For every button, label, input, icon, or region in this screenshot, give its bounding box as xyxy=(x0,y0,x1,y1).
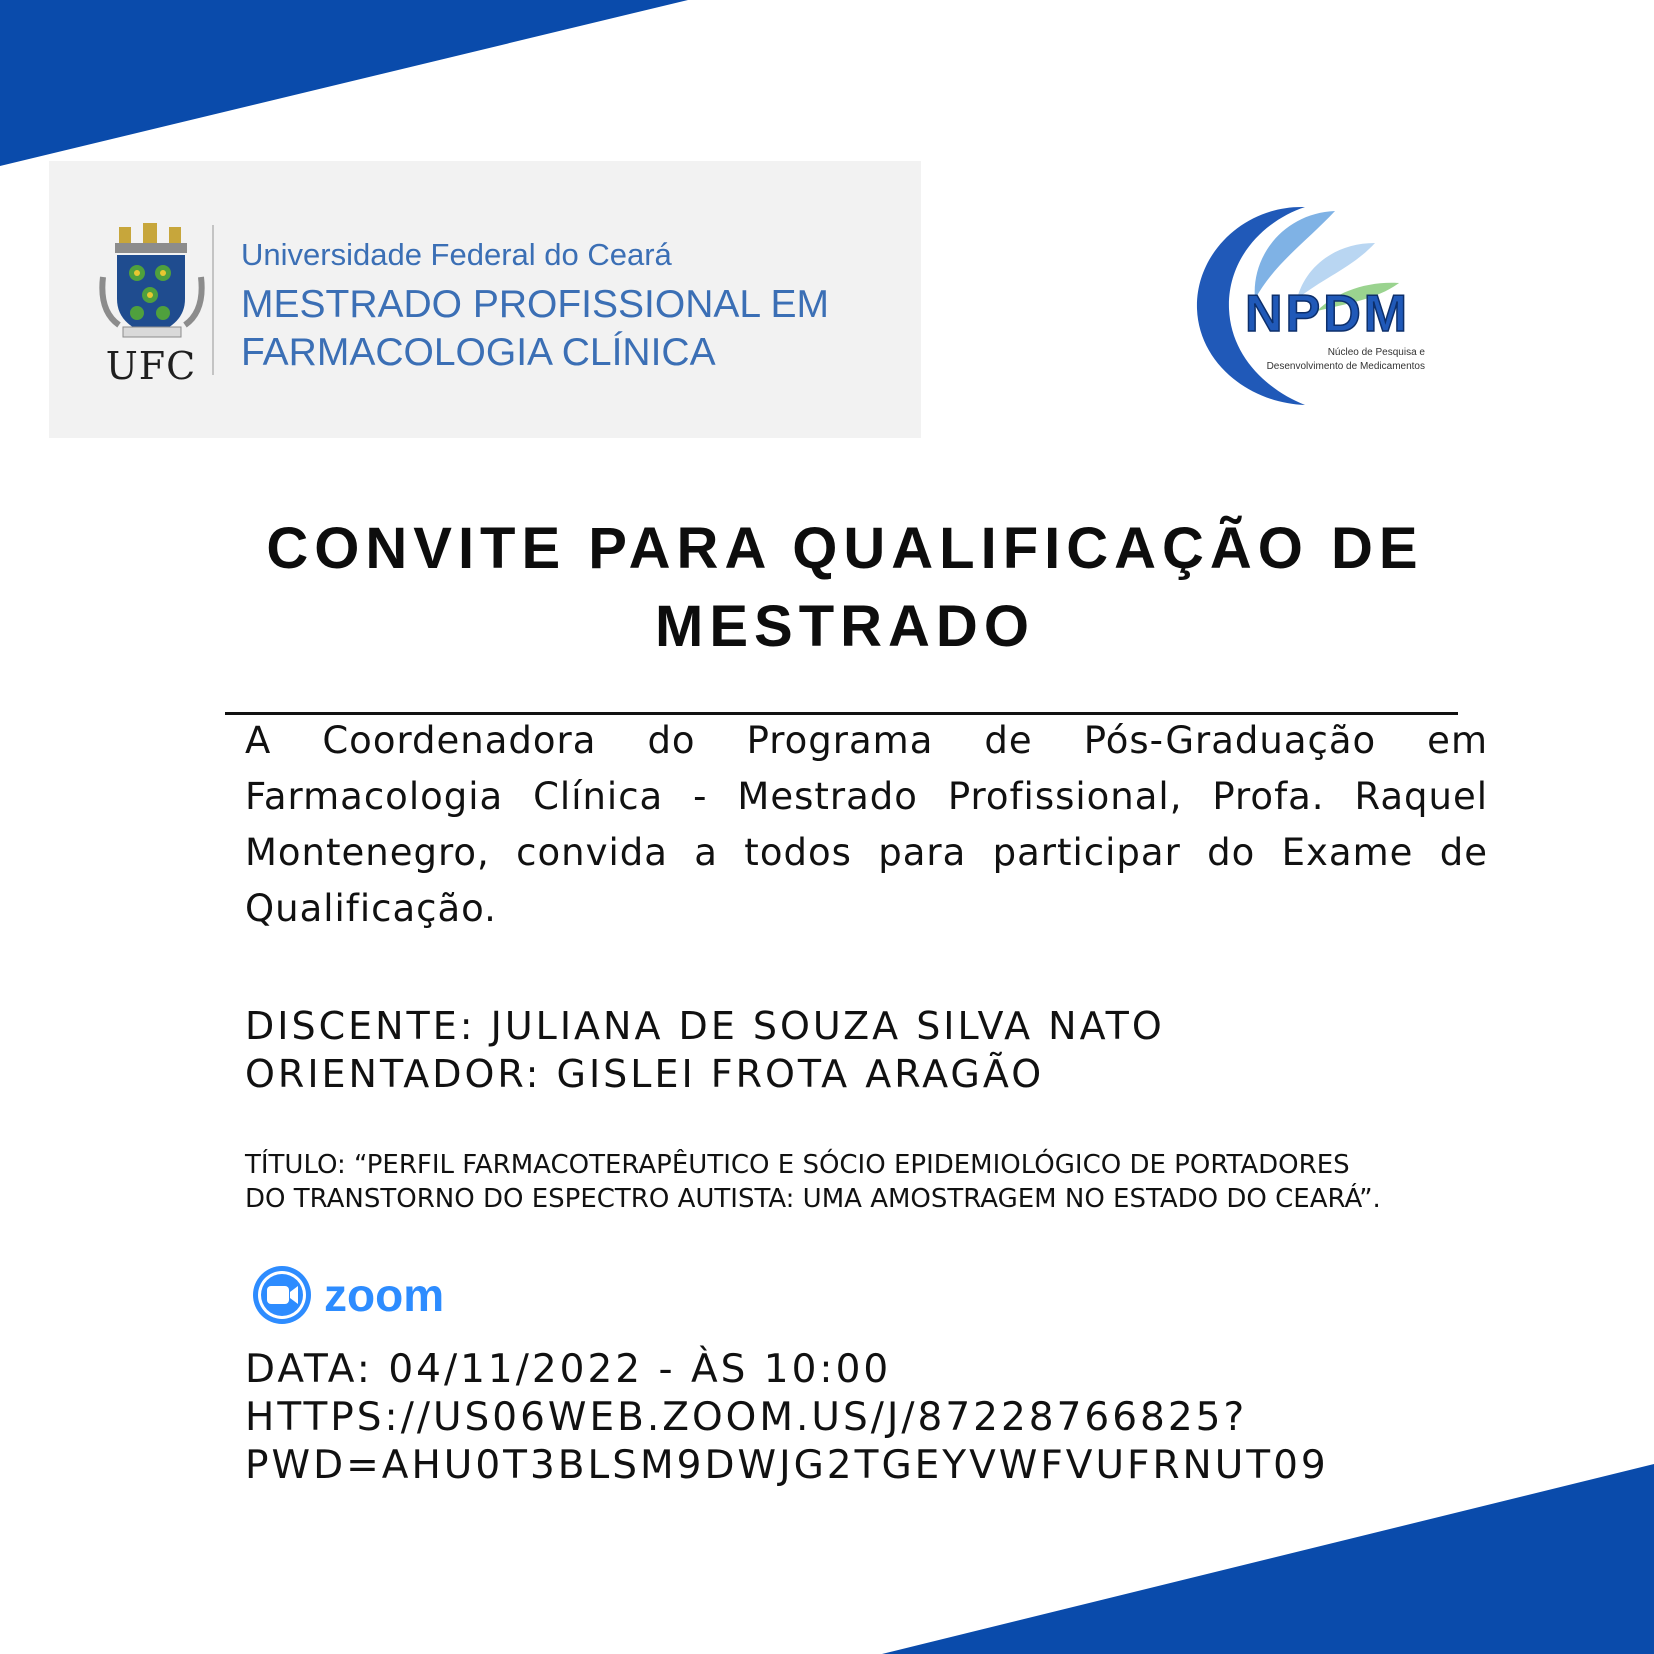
ufc-program-logo xyxy=(49,161,921,438)
npdm-subtitle-line1: Núcleo de Pesquisa e xyxy=(1327,347,1425,358)
thesis-title-line2: DO TRANSTORNO DO ESPECTRO AUTISTA: UMA AMOSTRAGEM NO ESTADO DO CEARÁ”. xyxy=(245,1184,1381,1214)
npdm-logo xyxy=(1185,203,1445,413)
ufc-crest-icon xyxy=(97,221,207,341)
thesis-title xyxy=(245,1148,1575,1216)
meeting-info xyxy=(245,1346,1329,1490)
meeting-date: DATA: 04/11/2022 - ÀS 10:00 xyxy=(245,1347,892,1392)
zoom-wordmark: zoom xyxy=(324,1269,445,1321)
logo-divider xyxy=(212,225,214,375)
title-line2: MESTRADO xyxy=(655,594,1035,659)
page-title xyxy=(180,510,1510,666)
invitation-text: A Coordenadora do Programa de Pós-Graduação em Farmacologia Clínica - Mestrado Profissional, Profa. Raquel Montenegro, convida a todos para participar do Exame de Qualificação. xyxy=(245,719,1488,930)
zoom-camera-icon xyxy=(252,1265,312,1325)
program-name-line2: FARMACOLOGIA CLÍNICA xyxy=(241,331,716,374)
meeting-link-line1: HTTPS://US06WEB.ZOOM.US/J/87228766825? xyxy=(245,1395,1248,1440)
program-name-line1: MESTRADO PROFISSIONAL EM xyxy=(241,283,829,326)
title-line1: CONVITE PARA QUALIFICAÇÃO DE xyxy=(266,516,1424,581)
thesis-title-line1: TÍTULO: “PERFIL FARMACOTERAPÊUTICO E SÓCIO EPIDEMIOLÓGICO DE PORTADORES xyxy=(245,1150,1350,1180)
npdm-subtitle-line2: Desenvolvimento de Medicamentos xyxy=(1266,361,1425,372)
npdm-acronym: NPDM xyxy=(1245,285,1411,343)
orientador-line: ORIENTADOR: GISLEI FROTA ARAGÃO xyxy=(245,1052,1045,1096)
program-name xyxy=(241,281,829,377)
meeting-link-line2: PWD=AHU0T3BLSM9DWJG2TGEYVWFVUFRNUT09 xyxy=(245,1443,1329,1488)
ufc-acronym: UFC xyxy=(105,344,197,388)
zoom-logo xyxy=(252,1265,444,1325)
discente-line: DISCENTE: JULIANA DE SOUZA SILVA NATO xyxy=(245,1004,1165,1048)
university-name: Universidade Federal do Ceará xyxy=(241,237,672,272)
participants xyxy=(245,1002,1165,1098)
top-left-corner-shape xyxy=(0,0,700,170)
